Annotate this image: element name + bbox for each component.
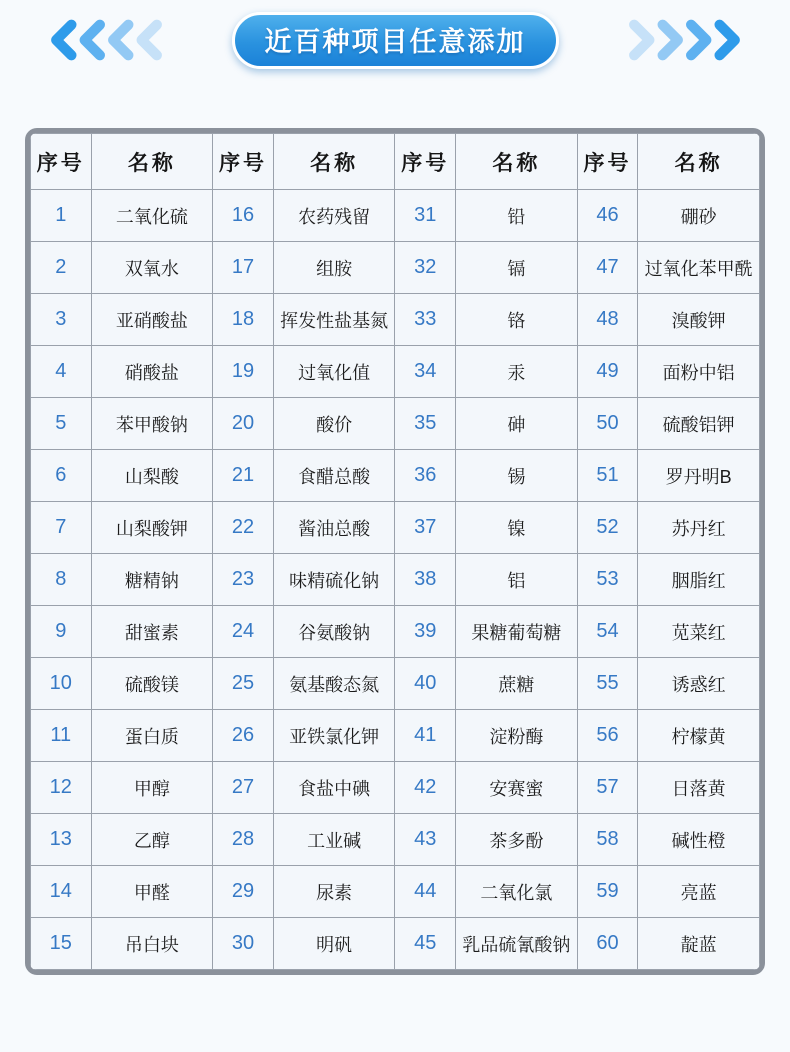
table-row (31, 814, 760, 866)
item-name: 安赛蜜 (455, 762, 577, 814)
item-name: 亮蓝 (638, 866, 760, 918)
item-number: 26 (213, 710, 274, 762)
chevron-right-icon (634, 25, 649, 56)
table-row (31, 606, 760, 658)
item-name: 硫酸铝钾 (638, 398, 760, 450)
item-number: 47 (577, 242, 638, 294)
column-header-name: 名称 (91, 134, 213, 190)
item-number: 30 (213, 918, 274, 970)
item-name: 味精硫化钠 (273, 554, 395, 606)
item-name: 乳品硫氰酸钠 (455, 918, 577, 970)
item-name: 日落黄 (638, 762, 760, 814)
item-name: 柠檬黄 (638, 710, 760, 762)
item-number: 23 (213, 554, 274, 606)
item-number: 37 (395, 502, 456, 554)
item-name: 山梨酸 (91, 450, 213, 502)
chevron-left-icon (141, 25, 156, 56)
item-number: 15 (31, 918, 92, 970)
item-number: 52 (577, 502, 638, 554)
table-row (31, 554, 760, 606)
banner-title-pill (232, 12, 559, 69)
item-number: 54 (577, 606, 638, 658)
item-number: 17 (213, 242, 274, 294)
item-name: 食醋总酸 (273, 450, 395, 502)
item-name: 果糖葡萄糖 (455, 606, 577, 658)
item-name: 锡 (455, 450, 577, 502)
item-name: 挥发性盐基氮 (273, 294, 395, 346)
item-number: 27 (213, 762, 274, 814)
item-name: 二氧化氯 (455, 866, 577, 918)
item-number: 33 (395, 294, 456, 346)
column-header-index: 序号 (213, 134, 274, 190)
item-number: 29 (213, 866, 274, 918)
right-chevrons-icon (625, 17, 745, 63)
item-number: 14 (31, 866, 92, 918)
item-name: 铅 (455, 190, 577, 242)
item-name: 氨基酸态氮 (273, 658, 395, 710)
table-row (31, 866, 760, 918)
item-name: 甜蜜素 (91, 606, 213, 658)
item-number: 41 (395, 710, 456, 762)
item-name: 罗丹明B (638, 450, 760, 502)
item-name: 诱惑红 (638, 658, 760, 710)
item-number: 49 (577, 346, 638, 398)
item-number: 10 (31, 658, 92, 710)
item-number: 25 (213, 658, 274, 710)
left-chevrons-icon (46, 17, 166, 63)
item-number: 24 (213, 606, 274, 658)
table-row (31, 502, 760, 554)
item-name: 农药残留 (273, 190, 395, 242)
column-header-index: 序号 (577, 134, 638, 190)
item-number: 51 (577, 450, 638, 502)
item-name: 苯甲酸钠 (91, 398, 213, 450)
item-name: 铬 (455, 294, 577, 346)
item-name: 谷氨酸钠 (273, 606, 395, 658)
item-name: 乙醇 (91, 814, 213, 866)
table-row (31, 398, 760, 450)
item-name: 靛蓝 (638, 918, 760, 970)
item-name: 吊白块 (91, 918, 213, 970)
item-number: 50 (577, 398, 638, 450)
item-name: 亚铁氯化钾 (273, 710, 395, 762)
item-name: 亚硝酸盐 (91, 294, 213, 346)
items-table (30, 133, 760, 970)
item-number: 12 (31, 762, 92, 814)
item-number: 20 (213, 398, 274, 450)
item-name: 组胺 (273, 242, 395, 294)
item-number: 5 (31, 398, 92, 450)
item-name: 工业碱 (273, 814, 395, 866)
item-name: 溴酸钾 (638, 294, 760, 346)
chevron-right-icon (662, 25, 677, 56)
table-row (31, 346, 760, 398)
item-name: 茶多酚 (455, 814, 577, 866)
item-number: 34 (395, 346, 456, 398)
table-row (31, 918, 760, 970)
table-row (31, 710, 760, 762)
item-name: 蛋白质 (91, 710, 213, 762)
item-number: 31 (395, 190, 456, 242)
item-number: 3 (31, 294, 92, 346)
item-number: 4 (31, 346, 92, 398)
item-number: 46 (577, 190, 638, 242)
item-name: 砷 (455, 398, 577, 450)
item-name: 淀粉酶 (455, 710, 577, 762)
chevron-left-icon (84, 25, 99, 56)
banner-title: 近百种项目任意添加 (264, 26, 526, 57)
item-name: 甲醛 (91, 866, 213, 918)
item-number: 21 (213, 450, 274, 502)
item-name: 苏丹红 (638, 502, 760, 554)
item-name: 汞 (455, 346, 577, 398)
item-number: 39 (395, 606, 456, 658)
item-name: 胭脂红 (638, 554, 760, 606)
item-number: 59 (577, 866, 638, 918)
item-number: 56 (577, 710, 638, 762)
item-name: 碱性橙 (638, 814, 760, 866)
item-number: 19 (213, 346, 274, 398)
item-name: 尿素 (273, 866, 395, 918)
item-number: 38 (395, 554, 456, 606)
table-row (31, 294, 760, 346)
item-number: 7 (31, 502, 92, 554)
item-number: 40 (395, 658, 456, 710)
table-row (31, 762, 760, 814)
table-row (31, 658, 760, 710)
banner (0, 0, 790, 65)
item-number: 45 (395, 918, 456, 970)
item-number: 9 (31, 606, 92, 658)
chevron-right-icon (719, 25, 734, 56)
items-table-body (31, 190, 760, 970)
item-name: 硝酸盐 (91, 346, 213, 398)
item-number: 60 (577, 918, 638, 970)
table-row (31, 242, 760, 294)
item-name: 明矾 (273, 918, 395, 970)
item-number: 1 (31, 190, 92, 242)
item-name: 二氧化硫 (91, 190, 213, 242)
item-number: 35 (395, 398, 456, 450)
column-header-name: 名称 (455, 134, 577, 190)
chevron-right-icon (691, 25, 706, 56)
item-name: 面粉中铝 (638, 346, 760, 398)
item-number: 55 (577, 658, 638, 710)
item-number: 28 (213, 814, 274, 866)
item-number: 13 (31, 814, 92, 866)
items-table-frame (25, 128, 765, 975)
item-name: 镍 (455, 502, 577, 554)
item-name: 酸价 (273, 398, 395, 450)
item-name: 蔗糖 (455, 658, 577, 710)
item-number: 57 (577, 762, 638, 814)
item-number: 44 (395, 866, 456, 918)
item-name: 甲醇 (91, 762, 213, 814)
column-header-name: 名称 (638, 134, 760, 190)
item-number: 22 (213, 502, 274, 554)
item-number: 6 (31, 450, 92, 502)
table-header-row (31, 134, 760, 190)
item-number: 8 (31, 554, 92, 606)
item-number: 48 (577, 294, 638, 346)
item-number: 11 (31, 710, 92, 762)
item-name: 糖精钠 (91, 554, 213, 606)
column-header-index: 序号 (395, 134, 456, 190)
column-header-index: 序号 (31, 134, 92, 190)
item-name: 铝 (455, 554, 577, 606)
item-number: 18 (213, 294, 274, 346)
item-name: 镉 (455, 242, 577, 294)
item-number: 16 (213, 190, 274, 242)
chevron-left-icon (113, 25, 128, 56)
item-name: 过氧化值 (273, 346, 395, 398)
item-number: 58 (577, 814, 638, 866)
item-name: 酱油总酸 (273, 502, 395, 554)
item-name: 山梨酸钾 (91, 502, 213, 554)
chevron-left-icon (56, 25, 71, 56)
item-number: 43 (395, 814, 456, 866)
item-number: 42 (395, 762, 456, 814)
table-row (31, 450, 760, 502)
item-number: 32 (395, 242, 456, 294)
column-header-name: 名称 (273, 134, 395, 190)
item-number: 2 (31, 242, 92, 294)
item-name: 双氧水 (91, 242, 213, 294)
item-number: 36 (395, 450, 456, 502)
item-name: 食盐中碘 (273, 762, 395, 814)
table-row (31, 190, 760, 242)
item-name: 硫酸镁 (91, 658, 213, 710)
item-name: 苋菜红 (638, 606, 760, 658)
item-name: 过氧化苯甲酰 (638, 242, 760, 294)
item-number: 53 (577, 554, 638, 606)
item-name: 硼砂 (638, 190, 760, 242)
